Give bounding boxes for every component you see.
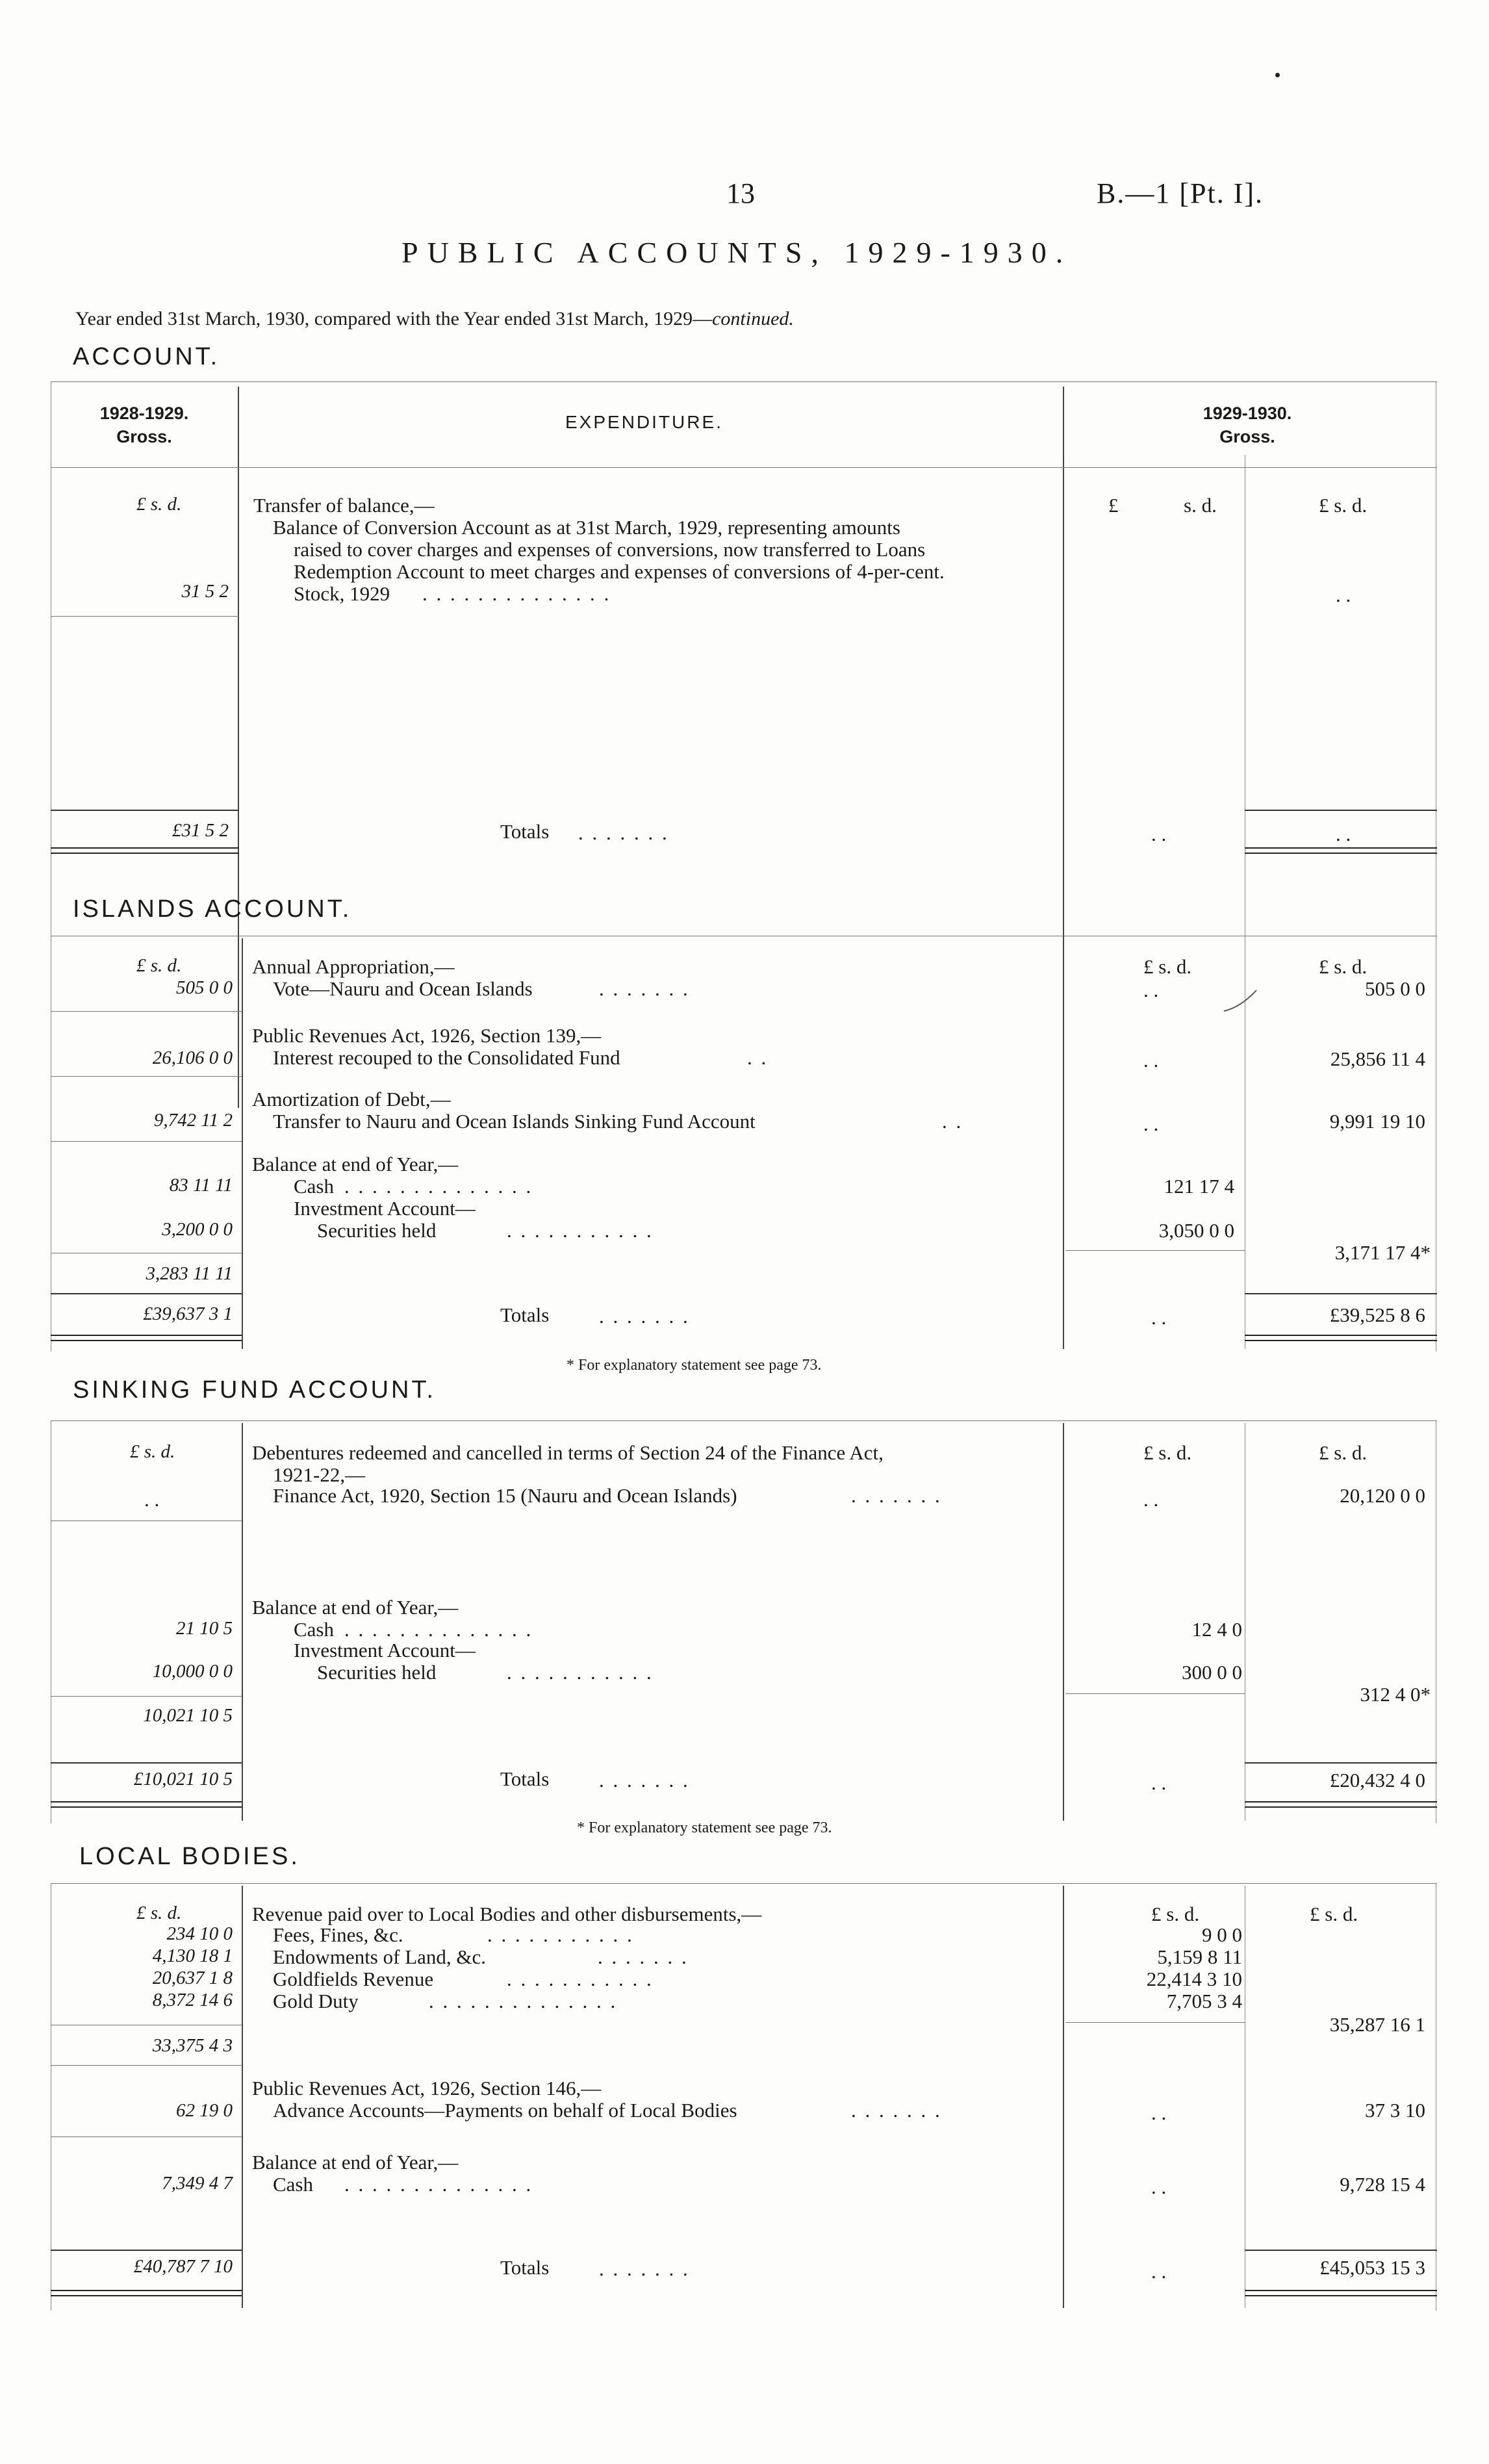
- conversion-curr-value: . .: [1336, 584, 1351, 606]
- leader-dots: . . . . . . . . . . . . . .: [429, 1990, 618, 2012]
- sinking-debentures-3: Finance Act, 1920, Section 15 (Nauru and Ocean Islands): [273, 1484, 737, 1507]
- sinking-cash-label: Cash: [294, 1618, 334, 1641]
- currency-header-prev: £ s. d.: [136, 494, 182, 515]
- local-pra-curr: 37 3 10: [1365, 2099, 1425, 2122]
- conversion-desc-2: Balance of Conversion Account as at 31st March, 1929, representing amounts: [273, 516, 900, 539]
- sinking-totals-curr: £20,432 4 0: [1329, 1769, 1425, 1791]
- page-number: 13: [726, 177, 755, 209]
- leader-dots: . .: [747, 1046, 769, 1069]
- conversion-desc-5: Stock, 1929: [294, 582, 390, 605]
- leader-dots: . . . . . . .: [851, 1484, 942, 1507]
- local-item-prev: 4,130 18 1: [152, 1945, 233, 1966]
- document-reference: B.—1 [Pt. I].: [1097, 177, 1264, 209]
- col-header-1929-gross: Gross.: [1219, 427, 1275, 446]
- leader-dots: . . . . . . .: [599, 2257, 690, 2280]
- islands-pra-item: Interest recouped to the Consolidated Fund: [273, 1046, 620, 1069]
- local-pra-detail: . .: [1151, 2101, 1167, 2124]
- sinking-balance-prev: 10,021 10 5: [143, 1705, 233, 1726]
- sinking-debentures-prev: . .: [144, 1488, 160, 1511]
- currency-header-detail-sd: s. d.: [1184, 494, 1217, 517]
- islands-securities-label: Securities held: [317, 1219, 437, 1242]
- local-pra-prev: 62 19 0: [176, 2100, 233, 2121]
- local-revenue-head: Revenue paid over to Local Bodies and other disbursements,—: [252, 1903, 762, 1925]
- local-cash-detail: . .: [1151, 2175, 1167, 2198]
- conversion-desc-3: raised to cover charges and expenses of conversions, now transferred to Loans: [294, 538, 926, 561]
- subtitle-text: Year ended 31st March, 1930, compared with the Year ended 31st March, 1929—: [75, 308, 713, 329]
- conversion-totals-detail: . .: [1151, 823, 1167, 845]
- subtitle-continued: continued.: [712, 308, 794, 329]
- local-cash-label: Cash: [273, 2173, 313, 2196]
- islands-appropriation-curr: 505 0 0: [1365, 977, 1425, 1000]
- local-cash-prev: 7,349 4 7: [162, 2173, 233, 2194]
- leader-dots: . . . . . . .: [851, 2099, 942, 2122]
- sinking-currency-prev: £ s. d.: [130, 1441, 175, 1462]
- leader-dots: . . . . . . . . . . . . . .: [344, 2173, 533, 2196]
- leader-dots: . . . . . . . . . . .: [487, 1923, 634, 1946]
- sinking-cash-detail: 12 4 0: [1191, 1618, 1242, 1641]
- page-title: PUBLIC ACCOUNTS, 1929-1930.: [401, 236, 1073, 269]
- local-item-detail: 7,705 3 4: [1166, 1990, 1242, 2012]
- sinking-debentures-detail: . .: [1143, 1488, 1159, 1511]
- sinking-debentures-1: Debentures redeemed and cancelled in terms of Section 24 of the Finance Act,: [252, 1441, 884, 1464]
- leader-dots: . . . . . . .: [599, 1305, 690, 1328]
- local-pra-head: Public Revenues Act, 1926, Section 146,—: [252, 2077, 602, 2099]
- sinking-totals-prev: £10,021 10 5: [133, 1769, 233, 1790]
- islands-pra-curr: 25,856 11 4: [1330, 1047, 1425, 1070]
- sinking-currency-curr: £ s. d.: [1319, 1441, 1368, 1464]
- islands-appropriation-prev: 505 0 0: [176, 977, 233, 998]
- leader-dots: . . . . . . . . . . .: [507, 1661, 654, 1684]
- islands-amortization-item: Transfer to Nauru and Ocean Islands Sinking Fund Account: [273, 1110, 756, 1133]
- islands-amortization-curr: 9,991 19 10: [1329, 1110, 1425, 1133]
- sinking-investment-head: Investment Account—: [294, 1639, 476, 1662]
- col-header-1929-year: 1929-1930.: [1203, 404, 1292, 423]
- local-pra-item: Advance Accounts—Payments on behalf of Local Bodies: [273, 2099, 737, 2122]
- local-totals-curr: £45,053 15 3: [1319, 2256, 1425, 2279]
- islands-appropriation-item: Vote—Nauru and Ocean Islands: [273, 977, 533, 1000]
- leader-dots: . . . . . . . . . . . . . .: [344, 1175, 533, 1198]
- sinking-debentures-curr: 20,120 0 0: [1340, 1484, 1425, 1507]
- sinking-balance-head: Balance at end of Year,—: [252, 1596, 459, 1619]
- section-title-local-bodies: LOCAL BODIES.: [79, 1843, 300, 1870]
- pen-mark-icon: [1221, 988, 1260, 1014]
- local-item-prev: 8,372 14 6: [152, 1990, 233, 2010]
- sinking-securities-label: Securities held: [317, 1661, 437, 1684]
- local-currency-detail: £ s. d.: [1151, 1903, 1200, 1925]
- islands-totals-prev: £39,637 3 1: [143, 1303, 233, 1324]
- islands-pra-prev: 26,106 0 0: [152, 1047, 233, 1068]
- islands-securities-prev: 3,200 0 0: [162, 1219, 233, 1240]
- islands-totals-curr: £39,525 8 6: [1329, 1303, 1425, 1326]
- local-totals-detail: . .: [1151, 2260, 1167, 2283]
- sinking-totals-label: Totals: [500, 1767, 550, 1790]
- islands-totals-detail: . .: [1151, 1306, 1167, 1329]
- leader-dots: . . . . . . .: [598, 1945, 689, 1968]
- sinking-totals-detail: . .: [1151, 1771, 1167, 1794]
- islands-balance-head: Balance at end of Year,—: [252, 1153, 459, 1175]
- leader-dots: . . . . . . . . . . .: [507, 1219, 654, 1242]
- local-item-label: Endowments of Land, &c.: [273, 1945, 487, 1968]
- section-title-sinking-fund: SINKING FUND ACCOUNT.: [73, 1376, 437, 1404]
- islands-cash-detail: 121 17 4: [1164, 1175, 1234, 1198]
- conversion-desc-4: Redemption Account to meet charges and expenses of conversions of 4-per-cent.: [294, 560, 945, 583]
- leader-dots: . .: [942, 1110, 963, 1133]
- islands-currency-curr: £ s. d.: [1319, 955, 1368, 978]
- islands-balance-curr: 3,171 17 4*: [1334, 1241, 1431, 1264]
- sinking-debentures-2: 1921-22,—: [273, 1463, 366, 1486]
- sinking-currency-detail: £ s. d.: [1143, 1441, 1192, 1464]
- local-cash-curr: 9,728 15 4: [1340, 2173, 1425, 2196]
- local-item-prev: 234 10 0: [166, 1923, 233, 1944]
- islands-pra-detail: . .: [1143, 1049, 1159, 1072]
- currency-header-detail-pound: £: [1108, 494, 1119, 517]
- islands-cash-prev: 83 11 11: [169, 1175, 233, 1196]
- leader-dots: . . . . . . .: [599, 977, 690, 1000]
- leader-dots: . . . . . . . . . . . . . .: [422, 582, 611, 605]
- col-header-1928-year: 1928-1929.: [99, 404, 189, 423]
- local-revenue-prev-total: 33,375 4 3: [152, 2035, 233, 2056]
- islands-pra-head: Public Revenues Act, 1926, Section 139,—: [252, 1024, 602, 1047]
- local-item-prev: 20,637 1 8: [152, 1968, 233, 1988]
- local-totals-prev: £40,787 7 10: [133, 2256, 233, 2277]
- local-item-detail: 9 0 0: [1202, 1923, 1242, 1946]
- sinking-balance-curr: 312 4 0*: [1360, 1683, 1431, 1706]
- islands-currency-prev: £ s. d.: [136, 955, 182, 976]
- section-title-account: ACCOUNT.: [73, 343, 220, 370]
- local-revenue-curr-total: 35,287 16 1: [1329, 2013, 1425, 2036]
- col-header-1928-gross: Gross.: [116, 427, 172, 446]
- local-currency-curr: £ s. d.: [1310, 1903, 1358, 1925]
- currency-header-curr: £ s. d.: [1319, 494, 1368, 517]
- islands-amortization-prev: 9,742 11 2: [153, 1110, 233, 1131]
- conversion-totals-prev: £31 5 2: [172, 820, 229, 841]
- islands-amortization-head: Amortization of Debt,—: [252, 1088, 451, 1110]
- islands-currency-detail: £ s. d.: [1143, 955, 1192, 978]
- islands-appropriation-detail: . .: [1143, 979, 1159, 1001]
- section-title-islands: ISLANDS ACCOUNT.: [73, 895, 352, 923]
- islands-appropriation-head: Annual Appropriation,—: [252, 955, 455, 978]
- conversion-desc-1: Transfer of balance,—: [253, 494, 435, 517]
- conversion-totals-label: Totals: [500, 820, 550, 843]
- islands-cash-label: Cash: [294, 1175, 334, 1198]
- conversion-totals-curr: . .: [1336, 823, 1351, 845]
- local-item-label: Gold Duty: [273, 1990, 359, 2012]
- local-item-detail: 22,414 3 10: [1146, 1968, 1242, 1990]
- islands-investment-head: Investment Account—: [294, 1197, 476, 1220]
- ink-speck: [1275, 73, 1280, 77]
- local-item-label: Fees, Fines, &c.: [273, 1923, 403, 1946]
- leader-dots: . . . . . . . . . . . . . .: [344, 1618, 533, 1641]
- leader-dots: . . . . . . .: [599, 1769, 690, 1791]
- sinking-securities-prev: 10,000 0 0: [152, 1661, 233, 1682]
- col-header-1929-1930: [1156, 402, 1338, 448]
- local-currency-prev: £ s. d.: [136, 1903, 182, 1923]
- local-totals-label: Totals: [500, 2256, 550, 2279]
- col-header-expenditure: EXPENDITURE.: [565, 412, 723, 432]
- conversion-prev-value: 31 5 2: [181, 581, 229, 602]
- islands-amortization-detail: . .: [1143, 1112, 1159, 1135]
- local-item-detail: 5,159 8 11: [1157, 1945, 1242, 1968]
- local-item-label: Goldfields Revenue: [273, 1968, 434, 1990]
- islands-footnote: * For explanatory statement see page 73.: [566, 1357, 822, 1374]
- islands-securities-detail: 3,050 0 0: [1158, 1219, 1234, 1242]
- leader-dots: . . . . . . .: [578, 821, 669, 844]
- sinking-footnote: * For explanatory statement see page 73.: [577, 1819, 832, 1836]
- col-header-1928-1929: [53, 402, 235, 448]
- islands-totals-label: Totals: [500, 1303, 550, 1326]
- islands-balance-prev: 3,283 11 11: [146, 1263, 233, 1284]
- page-subtitle: [75, 308, 794, 330]
- sinking-securities-detail: 300 0 0: [1182, 1661, 1242, 1684]
- leader-dots: . . . . . . . . . . .: [507, 1968, 654, 1990]
- local-balance-head: Balance at end of Year,—: [252, 2151, 459, 2174]
- sinking-cash-prev: 21 10 5: [176, 1618, 233, 1639]
